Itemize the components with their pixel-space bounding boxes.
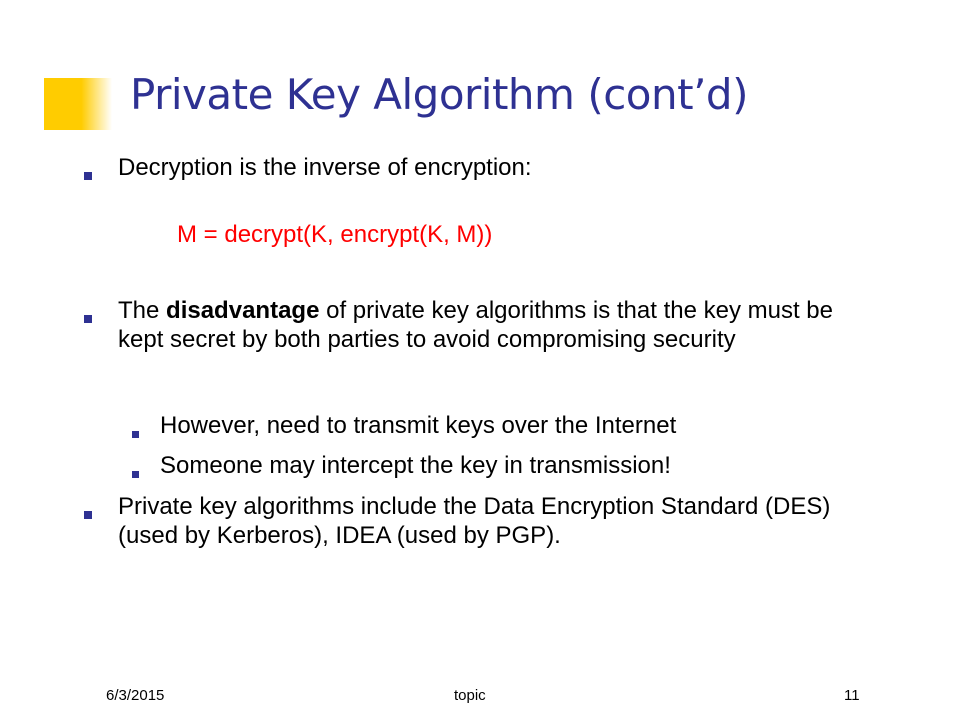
footer-date: 6/3/2015: [106, 687, 165, 704]
sub-bullet-text: However, need to transmit keys over the Internet: [160, 412, 677, 439]
footer-page-number: 11: [844, 687, 860, 704]
slide-title: Private Key Algorithm (cont’d): [130, 70, 748, 119]
sub-bullet-square-icon: [132, 465, 139, 472]
bullet-text-prefix: The: [118, 297, 167, 324]
bullet-text: Decryption is the inverse of encryption:: [118, 154, 532, 181]
formula-text: M = decrypt(K, encrypt(K, M)): [177, 221, 493, 248]
bullet-text: [118, 296, 853, 354]
footer-topic: topic: [454, 687, 486, 704]
bullet-square-icon: [84, 167, 92, 175]
bullet-text-rest: of private key algorithms is that the key must be kept secret by both parties to avoid compromising security: [118, 297, 833, 353]
bullet-text-bold: disadvantage: [166, 297, 320, 324]
sub-bullet-square-icon: [132, 425, 139, 432]
sub-bullet-text: Someone may intercept the key in transmission!: [160, 452, 671, 479]
bullet-square-icon: [84, 506, 92, 514]
bullet-square-icon: [84, 310, 92, 318]
bullet-text: Private key algorithms include the Data Encryption Standard (DES) (used by Kerberos), IDEA (used by PGP).: [118, 493, 831, 549]
